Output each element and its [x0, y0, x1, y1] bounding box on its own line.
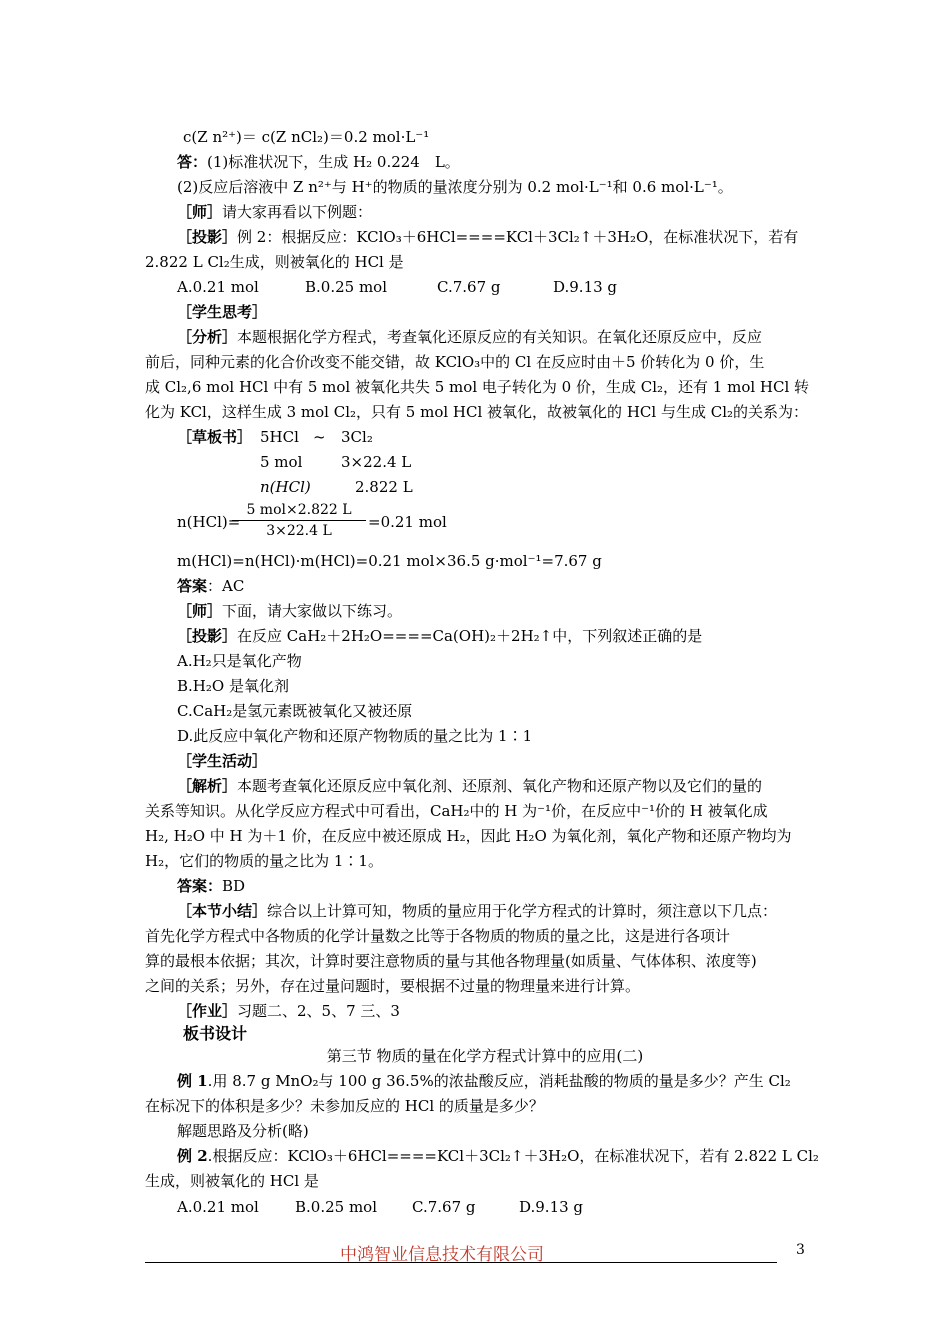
analysis-line-2: 前后，同种元素的化合价改变不能交错，故 KClO₃中的 Cl 在反应时由＋5 价转化为 0 价，生 [145, 353, 765, 371]
teacher-line-1 [177, 202, 372, 222]
fraction-rhs: =0.21 mol [368, 513, 447, 531]
projection-tag: ［投影］ [177, 228, 238, 246]
summary-line-2: 首先化学方程式中各物质的化学计量数之比等于各物质的物质的量之比，这是进行各项计 [145, 927, 731, 945]
summary-text: 综合以上计算可知，物质的量应用于化学方程式的计算时，须注意以下几点： [267, 902, 778, 920]
board-title: 第三节 物质的量在化学方程式计算中的应用(二) [326, 1047, 644, 1065]
homework-line [177, 1001, 400, 1021]
answer-1b: (2)反应后溶液中 Z n²⁺与 H⁺的物质的量浓度分别为 0.2 mol·L⁻¹和 0.6 mol·L⁻¹。 [177, 178, 733, 196]
example-1-line-2: 在标况下的体积是多少？未参加反应的 HCl 的质量是多少？ [145, 1097, 544, 1115]
analysis-line-1 [177, 327, 762, 347]
projection-tag: ［投影］ [177, 627, 238, 645]
option-b: B.0.25 mol [295, 1198, 378, 1216]
explain-tag: ［解析］ [177, 777, 238, 795]
answer-text: (1)标准状况下，生成 H₂ 0.224 L。 [207, 153, 460, 171]
teacher-line-2 [177, 601, 402, 621]
example-text: .根据反应：KClO₃＋6HCl====KCl＋3Cl₂↑＋3H₂O，在标准状况下，若有 2.822 L Cl₂ [207, 1147, 819, 1165]
option-2c: C.CaH₂是氢元素既被氧化又被还原 [177, 702, 413, 720]
teacher-tag: ［师］ [177, 203, 223, 221]
teacher-text: 请大家再看以下例题： [222, 203, 373, 221]
explain-line-3: H₂, H₂O 中 H 为＋1 价，在反应中被还原成 H₂，因此 H₂O 为氧化剂，氧化产物和还原产物均为 [145, 827, 792, 845]
projection-text: 在反应 CaH₂＋2H₂O====Ca(OH)₂＋2H₂↑中，下列叙述正确的是 [237, 627, 703, 645]
example-2-line-1 [177, 1146, 819, 1166]
example-label: 例 1 [177, 1072, 208, 1090]
page-number: 3 [796, 1242, 805, 1258]
example-1-line-3: 解题思路及分析(略) [177, 1122, 309, 1140]
draft-r1-cl2: 3Cl₂ [341, 428, 373, 446]
answer-text: BD [222, 877, 246, 895]
analysis-text: 本题根据化学方程式，考查氧化还原反应的有关知识。在氧化还原反应中，反应 [237, 328, 763, 346]
draft-r2-vol: 3×22.4 L [341, 453, 412, 471]
option-a: A.0.21 mol [177, 1198, 259, 1216]
draft-r1-tilde: ~ [313, 428, 326, 446]
teacher-tag: ［师］ [177, 602, 223, 620]
example-1-line-1 [177, 1071, 791, 1091]
fraction-denominator: 3×22.4 L [232, 520, 366, 541]
projection-1 [177, 227, 798, 247]
answer-2 [177, 576, 244, 596]
explain-line-4: H₂，它们的物质的量之比为 1∶1。 [145, 852, 383, 870]
option-2a: A.H₂只是氧化产物 [177, 652, 302, 670]
summary-tag: ［本节小结］ [177, 902, 268, 920]
option-c: C.7.67 g [412, 1198, 476, 1216]
analysis-tag: ［分析］ [177, 328, 238, 346]
homework-tag: ［作业］ [177, 1002, 238, 1020]
answer-3 [177, 876, 245, 896]
analysis-line-4: 化为 KCl，这样生成 3 mol Cl₂，只有 5 mol HCl 被氧化，故被氧化的 HCl 与生成 Cl₂的关系为： [145, 403, 809, 421]
analysis-line-3: 成 Cl₂,6 mol HCl 中有 5 mol 被氧化共失 5 mol 电子转化为 0 价，生成 Cl₂，还有 1 mol HCl 转 [145, 378, 810, 396]
fraction-lhs: n(HCl)= [177, 513, 241, 531]
option-2b: B.H₂O 是氧化剂 [177, 677, 289, 695]
teacher-text: 下面，请大家做以下练习。 [222, 602, 403, 620]
mass-equation: m(HCl)=n(HCl)·m(HCl)=0.21 mol×36.5 g·mol⁻¹=7.67 g [177, 552, 602, 570]
example-label: 例 2 [177, 1147, 208, 1165]
homework-text: 习题二、2、5、7 三、3 [237, 1002, 400, 1020]
footer-rule [145, 1262, 777, 1263]
draft-tag: ［草板书］ [177, 428, 253, 446]
draft-r3-vol: 2.822 L [355, 478, 413, 496]
answer-label: 答案 [177, 577, 208, 595]
draft-r2-mol: 5 mol [260, 453, 303, 471]
answer-text: ：AC [207, 577, 245, 595]
student-think-tag: ［学生思考］ [177, 303, 268, 321]
summary-line-1 [177, 901, 777, 921]
projection-2 [177, 626, 702, 646]
explain-line-1 [177, 776, 762, 796]
explain-text: 本题考查氧化还原反应中氧化剂、还原剂、氧化产物和还原产物以及它们的量的 [237, 777, 763, 795]
option-b: B.0.25 mol [305, 278, 388, 296]
footer-company: 中鸿智业信息技术有限公司 [340, 1245, 544, 1265]
draft-r1-hcl: 5HCl [260, 428, 299, 446]
summary-line-3: 算的最根本依据；其次，计算时要注意物质的量与其他各物理量(如质量、气体体积、浓度等) [145, 952, 757, 970]
conc-equation: c(Z n²⁺)＝ c(Z nCl₂)＝0.2 mol·L⁻¹ [183, 128, 430, 146]
example-2-line-2: 生成，则被氧化的 HCl 是 [145, 1172, 319, 1190]
answer-1 [177, 152, 460, 172]
option-d: D.9.13 g [519, 1198, 584, 1216]
summary-line-4: 之间的关系；另外，存在过量问题时，要根据不过量的物理量来进行计算。 [145, 977, 641, 995]
option-c: C.7.67 g [437, 278, 501, 296]
projection-1-cont: 2.822 L Cl₂生成，则被氧化的 HCl 是 [145, 253, 404, 271]
option-d: D.9.13 g [553, 278, 618, 296]
answer-label: 答： [177, 153, 208, 171]
draft-r3-n: n(HCl) [260, 478, 311, 496]
option-2d: D.此反应中氧化产物和还原产物物质的量之比为 1∶1 [177, 727, 533, 745]
option-a: A.0.21 mol [177, 278, 259, 296]
fraction-numerator: 5 mol×2.822 L [246, 502, 352, 518]
explain-line-2: 关系等知识。从化学反应方程式中可看出，CaH₂中的 H 为⁻¹价，在反应中⁻¹价的 H 被氧化成 [145, 802, 768, 820]
fraction [232, 500, 366, 541]
board-design-heading: 板书设计 [183, 1024, 248, 1043]
projection-text: 例 2：根据反应：KClO₃＋6HCl====KCl＋3Cl₂↑＋3H₂O，在标准状况下，若有 [237, 228, 799, 246]
student-activity-tag: ［学生活动］ [177, 752, 268, 770]
answer-label: 答案： [177, 877, 223, 895]
example-text: .用 8.7 g MnO₂与 100 g 36.5%的浓盐酸反应，消耗盐酸的物质的量是多少？产生 Cl₂ [207, 1072, 791, 1090]
